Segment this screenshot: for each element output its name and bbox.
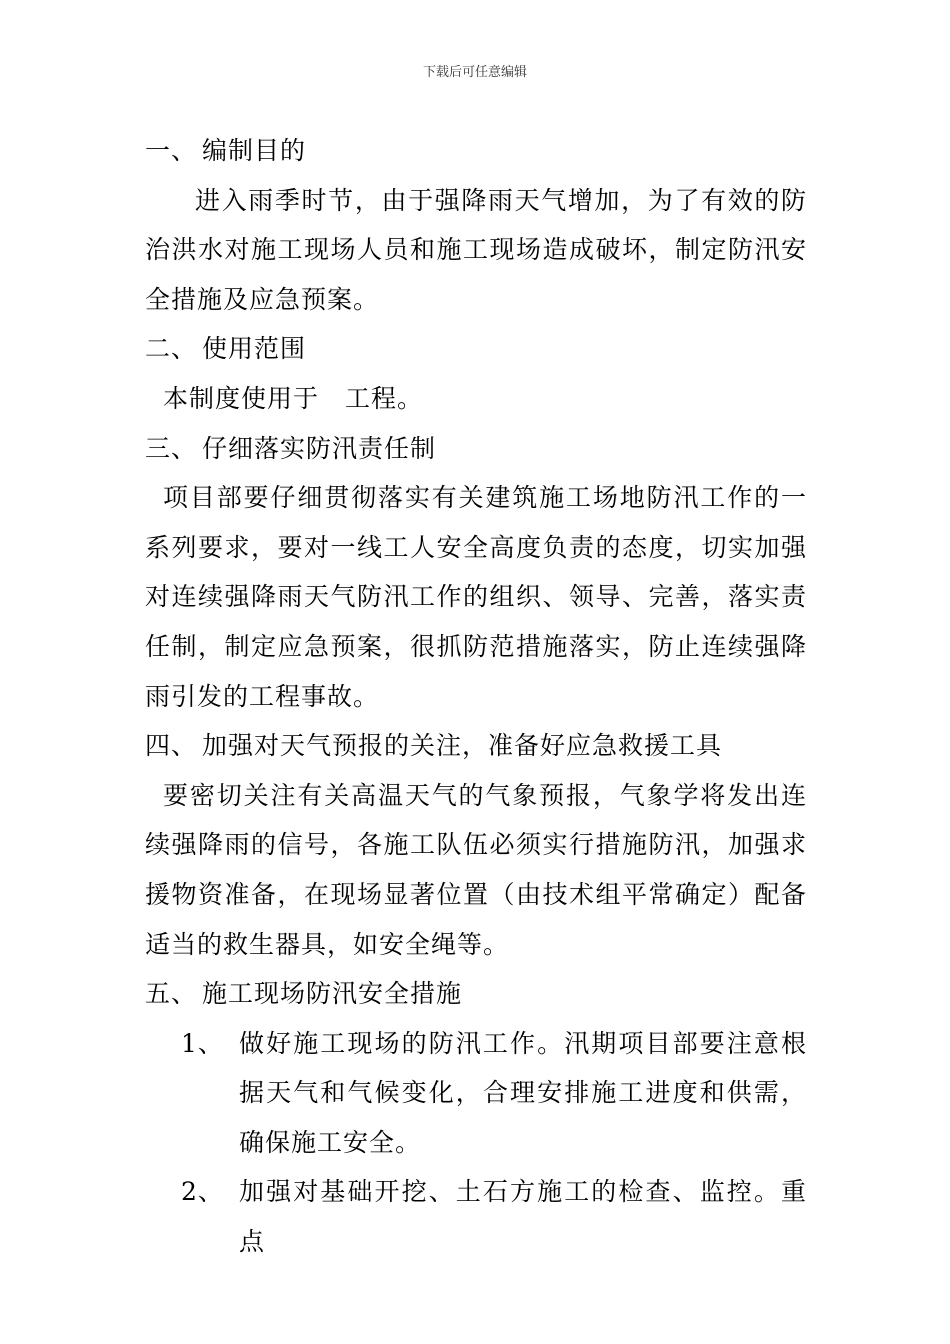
document-body — [145, 126, 807, 1267]
list-item-number: 1、 — [181, 1028, 224, 1058]
list-item-number: 2、 — [181, 1177, 224, 1207]
section-heading-5 — [145, 969, 807, 1019]
section-body-3: 项目部要仔细贯彻落实有关建筑施工场地防汛工作的一系列要求，要对一线工人安全高度负责的态度，切实加强对连续强降雨天气防汛工作的组织、领导、完善，落实责任制，制定应急预案，很抓防范措施落实，防止连续强降雨引发的工程事故。 — [145, 483, 807, 711]
section-heading-3 — [145, 424, 807, 474]
section-body-2: 本制度使用于 工程。 — [163, 383, 424, 413]
section-title: 加强对天气预报的关注，准备好应急救援工具 — [202, 731, 723, 761]
list-item — [145, 1167, 807, 1266]
section-number: 四、 — [145, 731, 198, 761]
section-heading-1 — [145, 126, 807, 176]
section-title: 使用范围 — [202, 334, 307, 364]
section-number: 一、 — [145, 136, 198, 165]
section-body-4: 要密切关注有关高温天气的气象预报，气象学将发出连续强降雨的信号，各施工队伍必须实行措施防汛，加强求援物资准备，在现场显著位置（由技术组平常确定）配备适当的救生器具，如安全绳等。 — [145, 780, 807, 959]
list-item-text: 做好施工现场的防汛工作。汛期项目部要注意根据天气和气候变化，合理安排施工进度和供需，确保施工安全。 — [239, 1028, 807, 1157]
page-header: 下载后可任意编辑 — [422, 65, 527, 80]
section-body-1: 进入雨季时节，由于强降雨天气增加，为了有效的防治洪水对施工现场人员和施工现场造成破坏，制定防汛安全措施及应急预案。 — [145, 185, 807, 314]
section-title: 编制目的 — [202, 136, 307, 165]
section-number: 二、 — [145, 334, 198, 364]
list-item-text: 加强对基础开挖、土石方施工的检查、监控。重点 — [239, 1177, 807, 1257]
section-title: 施工现场防汛安全措施 — [202, 979, 463, 1009]
section-heading-2 — [145, 324, 807, 374]
section-number: 三、 — [145, 433, 198, 463]
section-heading-4 — [145, 721, 807, 771]
section-number: 五、 — [145, 979, 198, 1009]
section-title: 仔细落实防汛责任制 — [202, 433, 437, 463]
list-item — [145, 1019, 807, 1168]
